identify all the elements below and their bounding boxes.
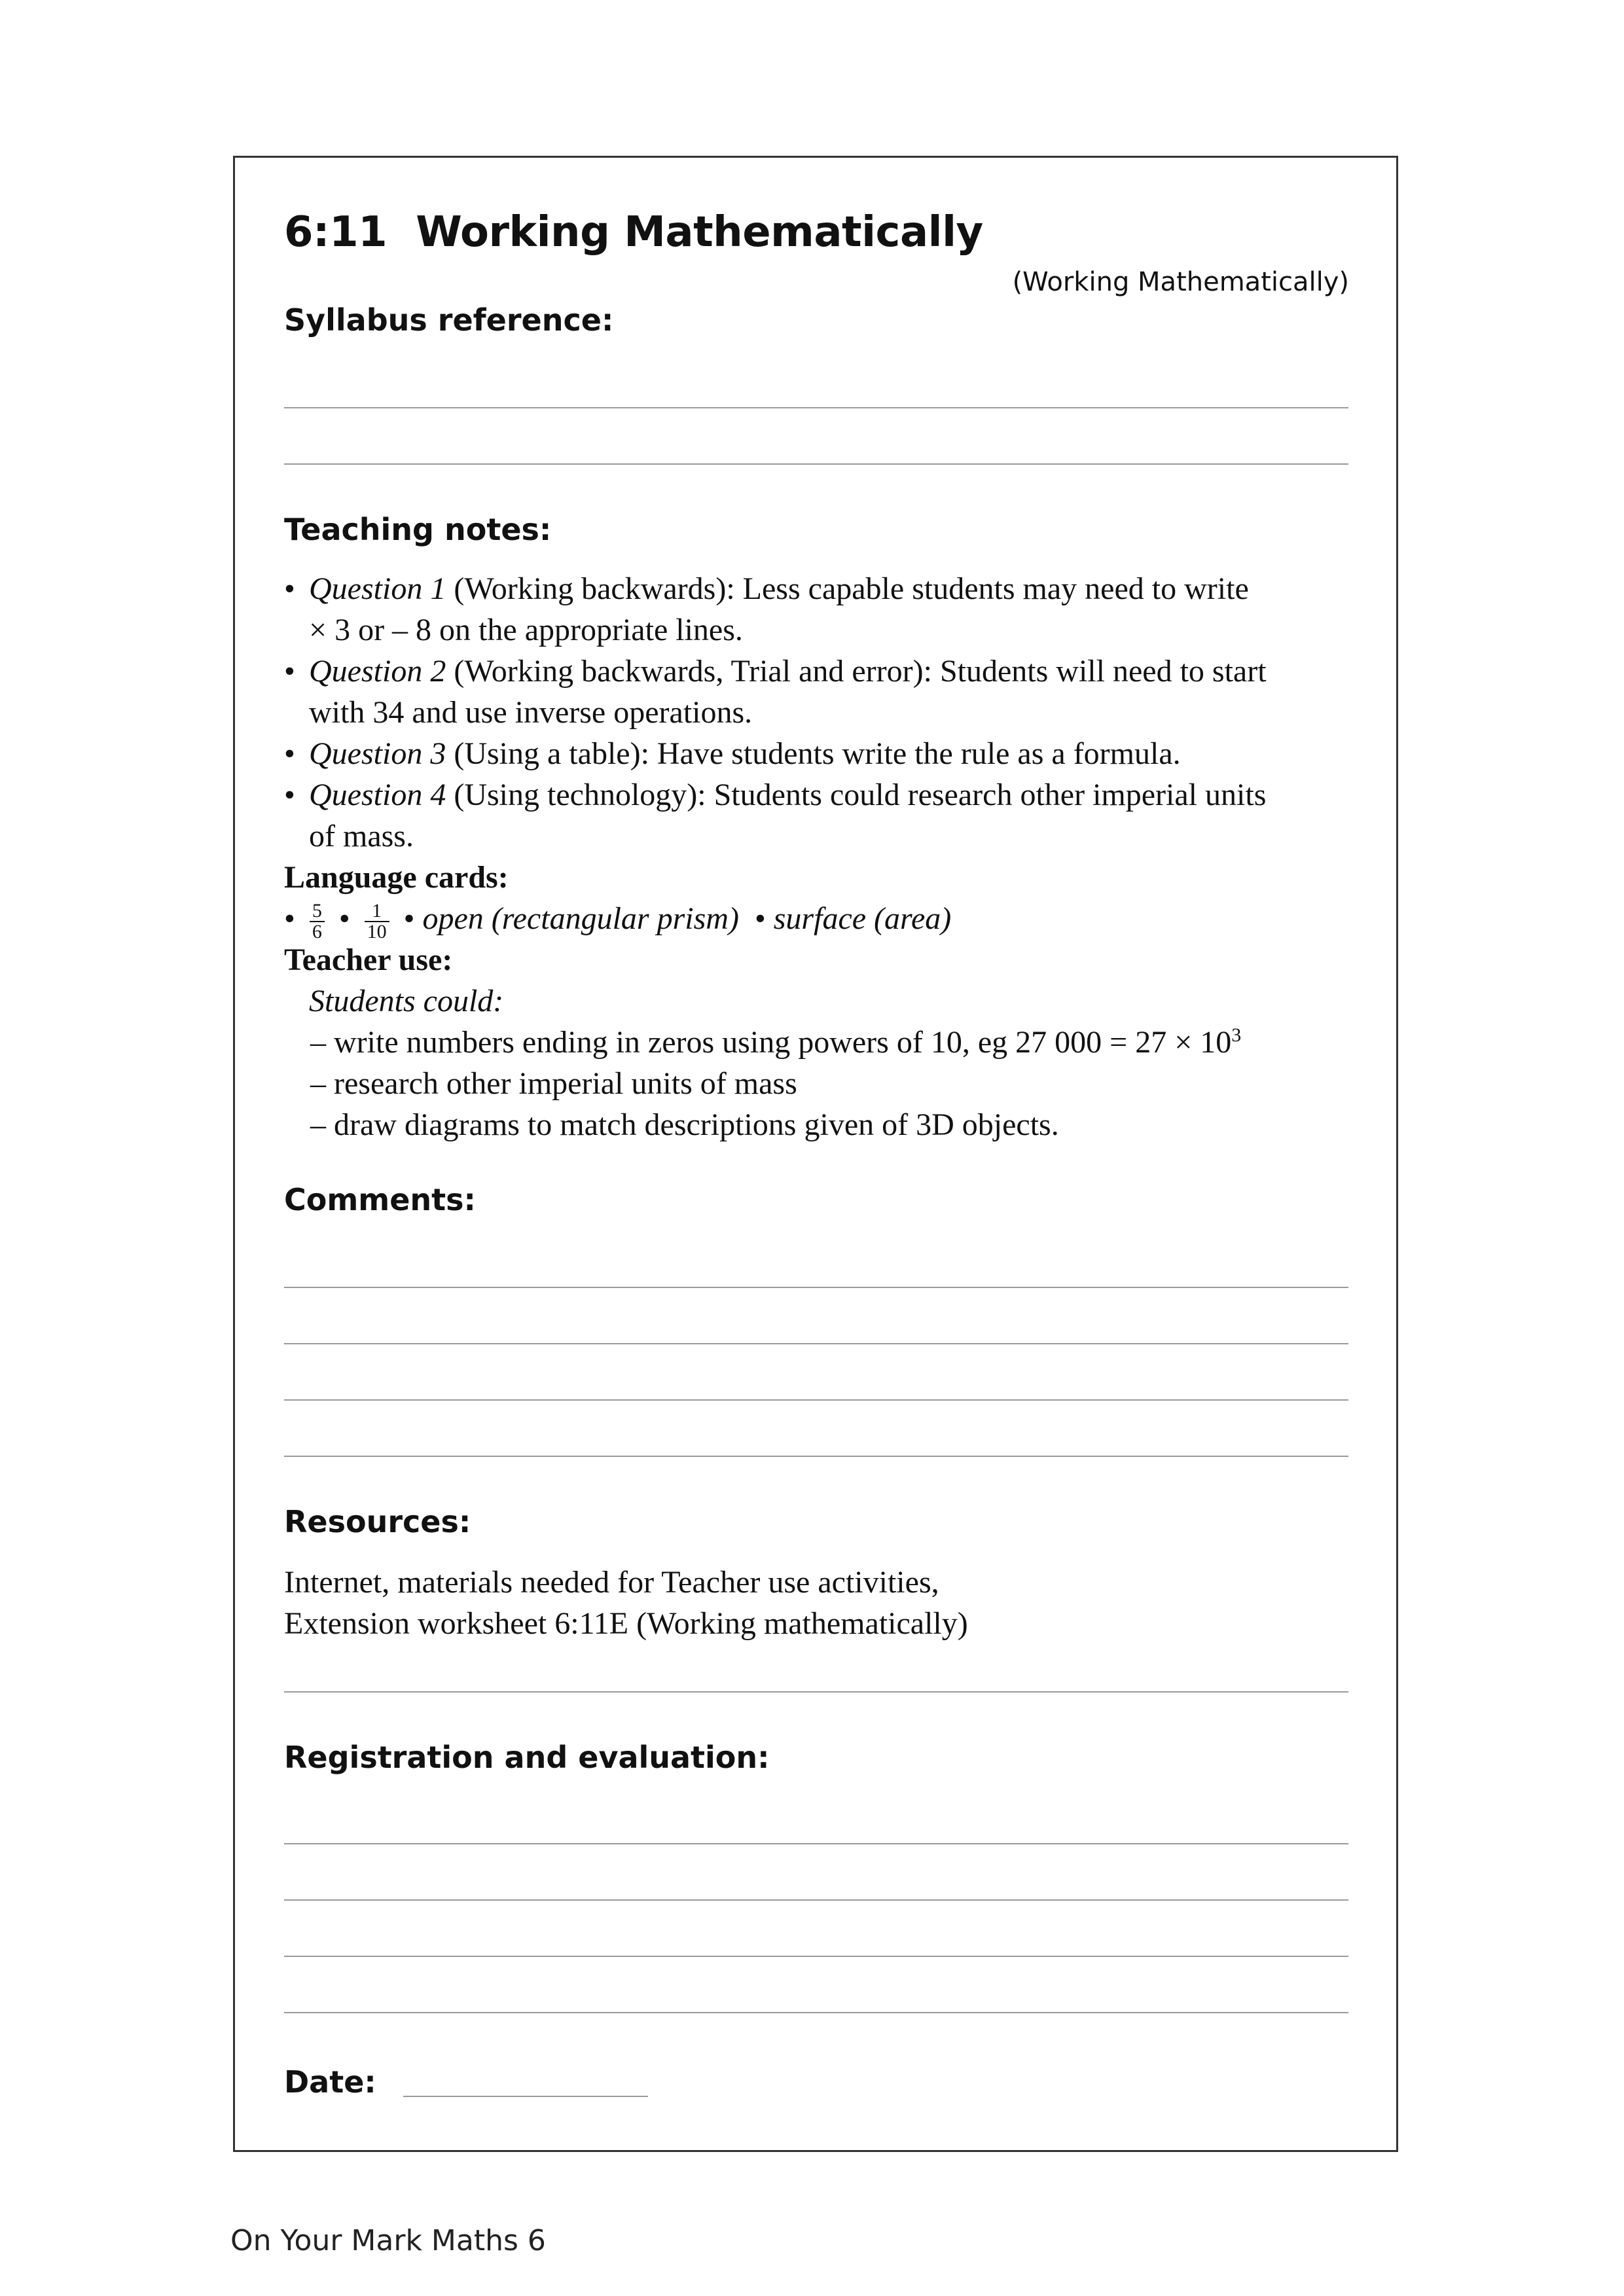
q1-continuation: × 3 or – 8 on the appropriate lines. xyxy=(309,613,743,647)
note-question-4 xyxy=(284,774,1266,816)
registration-line-1 xyxy=(284,1843,1348,1844)
page-frame xyxy=(233,156,1398,2152)
resources-rule xyxy=(284,1691,1348,1693)
language-card-open: open (rectangular prism) xyxy=(422,901,739,936)
comments-line-4 xyxy=(284,1456,1348,1457)
bullet: • xyxy=(284,654,295,689)
q3-text: (Using a table): Have students write the rule as a formula. xyxy=(446,736,1181,771)
registration-line-4 xyxy=(284,2012,1348,2013)
teacher-use-item-1-text: – write numbers ending in zeros using powers of 10, eg 27 000 = 27 × 10 xyxy=(310,1025,1232,1060)
language-cards-heading: Language cards: xyxy=(284,860,509,895)
fraction-numerator: 1 xyxy=(365,901,389,922)
bullet: • xyxy=(338,901,350,936)
note-question-2 xyxy=(284,651,1267,692)
teacher-use-intro xyxy=(309,980,503,1022)
bullet: • xyxy=(754,901,766,936)
language-cards-list xyxy=(284,898,951,942)
fraction-denominator: 10 xyxy=(367,920,387,942)
fraction-numerator: 5 xyxy=(310,901,325,922)
syllabus-line-2 xyxy=(284,463,1348,465)
syllabus-heading: Syllabus reference: xyxy=(284,302,614,338)
q2-label: Question 2 xyxy=(309,654,446,689)
q1-text: (Working backwards): Less capable students may need to write xyxy=(446,571,1249,606)
syllabus-line-1 xyxy=(284,407,1348,408)
fraction-one-tenth xyxy=(365,901,389,942)
resources-line-1: Internet, materials needed for Teacher use activities, xyxy=(284,1565,939,1600)
page-title xyxy=(284,208,983,257)
section-title: Working Mathematically xyxy=(416,208,983,257)
teacher-use-heading: Teacher use: xyxy=(284,942,453,977)
q1-label: Question 1 xyxy=(309,571,446,606)
bullet: • xyxy=(284,901,295,936)
comments-line-2 xyxy=(284,1343,1348,1344)
fraction-five-sixths xyxy=(310,901,325,942)
note-question-3 xyxy=(284,733,1181,774)
teacher-use-item-1 xyxy=(310,1022,1241,1063)
fraction-denominator: 6 xyxy=(312,920,322,942)
bullet: • xyxy=(284,736,295,771)
bullet: • xyxy=(284,778,295,812)
strand-reference: (Working Mathematically) xyxy=(1012,267,1349,297)
language-card-surface: surface (area) xyxy=(773,901,952,936)
comments-line-3 xyxy=(284,1399,1348,1401)
q2-continuation: with 34 and use inverse operations. xyxy=(309,695,753,730)
q4-text: (Using technology): Students could research other imperial units xyxy=(446,778,1267,812)
section-number: 6:11 xyxy=(284,208,388,257)
registration-line-2 xyxy=(284,1899,1348,1901)
note-question-1 xyxy=(284,568,1249,609)
resources-line-2: Extension worksheet 6:11E (Working mathematically) xyxy=(284,1606,968,1641)
bullet: • xyxy=(403,901,415,936)
resources-heading: Resources: xyxy=(284,1504,471,1539)
date-label: Date: xyxy=(284,2064,376,2100)
q4-label: Question 4 xyxy=(309,778,446,812)
comments-line-1 xyxy=(284,1287,1348,1288)
q3-label: Question 3 xyxy=(309,736,446,771)
bullet: • xyxy=(284,571,295,606)
registration-heading: Registration and evaluation: xyxy=(284,1740,770,1775)
registration-line-3 xyxy=(284,1956,1348,1957)
footer-book-title: On Your Mark Maths 6 xyxy=(230,2224,546,2257)
comments-heading: Comments: xyxy=(284,1182,476,1217)
date-input-line xyxy=(403,2096,648,2097)
teacher-use-item-2: – research other imperial units of mass xyxy=(310,1066,797,1101)
exponent: 3 xyxy=(1231,1024,1242,1046)
teacher-use-item-3: – draw diagrams to match descriptions given of 3D objects. xyxy=(310,1107,1059,1142)
teaching-notes-heading: Teaching notes: xyxy=(284,512,552,547)
teacher-use-intro-text: Students could: xyxy=(309,984,504,1018)
q2-text: (Working backwards, Trial and error): Students will need to start xyxy=(446,654,1267,689)
q4-continuation: of mass. xyxy=(309,819,414,853)
